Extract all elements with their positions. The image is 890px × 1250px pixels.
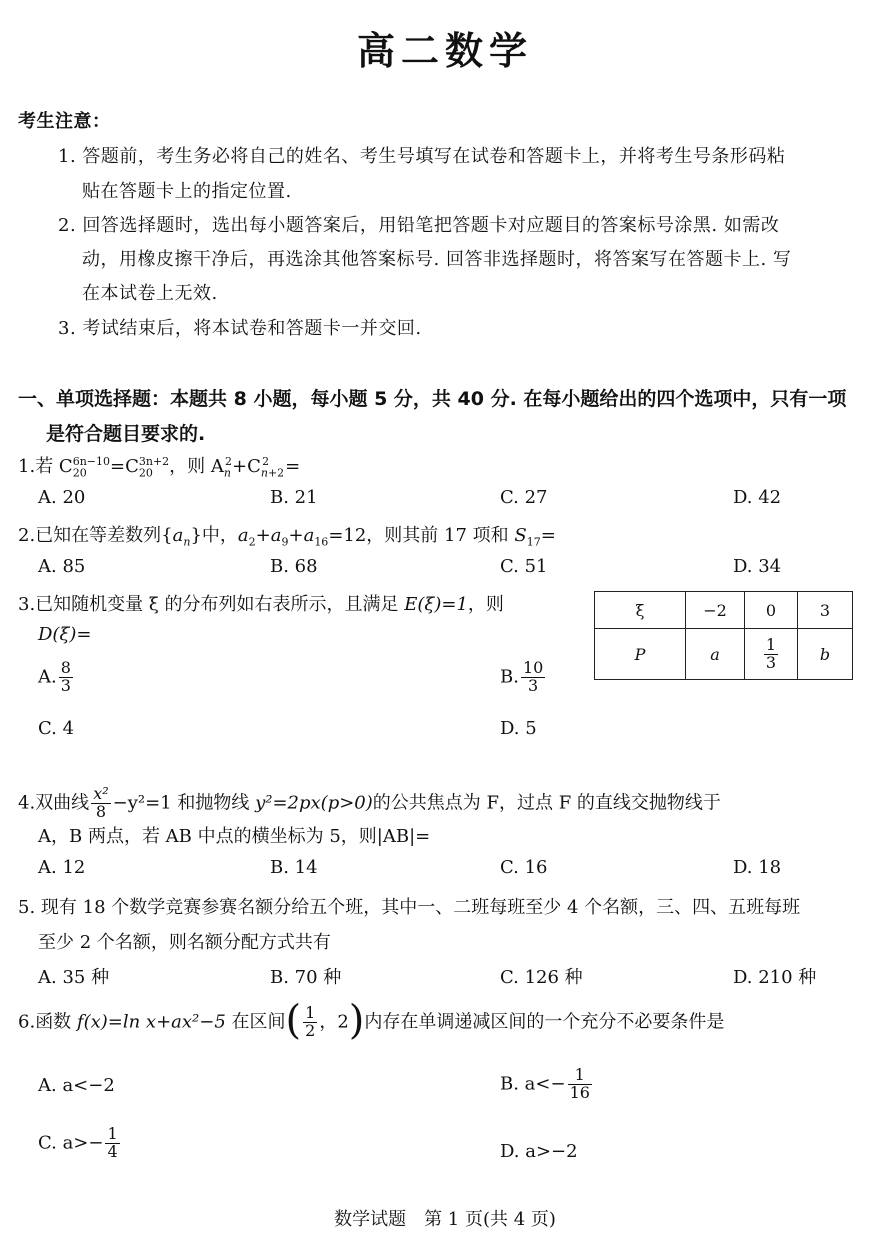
option-a: A. a<−2 <box>38 1075 115 1096</box>
option-c: C. 27 <box>500 487 548 508</box>
page-footer: 数学试题 第 1 页(共 4 页) <box>334 1209 556 1230</box>
option-c: C. 4 <box>38 718 75 739</box>
notice-line: 贴在答题卡上的指定位置. <box>82 181 292 202</box>
section-heading: 一、单项选择题：本题共 8 小题，每小题 5 分，共 40 分. 在每小题给出的四个选项中，只有一项 <box>18 388 847 410</box>
question-3-cont: D(ξ)= <box>38 624 92 645</box>
notice-line: 3. 考试结束后，将本试卷和答题卡一并交回. <box>58 318 422 339</box>
option-c: C. 126 种 <box>500 967 583 988</box>
option-d: D. 42 <box>733 487 782 508</box>
question-6: 6.函数 f(x)=ln x+ax²−5 在区间( $\frac{1}{2}$ ，2)内存在单调递减区间的一个充分不必要条件是 <box>18 997 725 1044</box>
question-5: 5. 现有 18 个数学竞赛参赛名额分给五个班，其中一、二班每班至少 4 个名额，三、四、五班每班 <box>18 897 801 918</box>
option-c: C. 16 <box>500 857 548 878</box>
table-cell: −2 <box>686 592 745 629</box>
option-c: C. a>− $\frac{1}{4}$ <box>38 1124 118 1161</box>
table-cell: a <box>686 629 745 680</box>
question-4-cont: A，B 两点，若 AB 中点的横坐标为 5，则|AB|= <box>38 826 431 847</box>
option-b: B. 14 <box>270 857 318 878</box>
option-c: C. 51 <box>500 556 548 577</box>
option-a: A. 20 <box>38 487 86 508</box>
option-b: B. a<− $\frac{1}{16}$ <box>500 1065 590 1102</box>
notice-line: 2. 回答选择题时，选出每小题答案后，用铅笔把答题卡对应题目的答案标号涂黑. 如需改 <box>58 215 780 236</box>
option-d: D. 34 <box>733 556 782 577</box>
option-b: B. $\frac{10}{3}$ <box>500 658 544 695</box>
table-row <box>595 629 853 680</box>
table-cell: b <box>798 629 853 680</box>
section-heading-cont: 是符合题目要求的. <box>46 423 206 445</box>
option-d: D. 210 种 <box>733 967 817 988</box>
question-1: 1.若 $C_{20}^{6n-10}=C_{20}^{3n+2}$，则 $A_n^2+C_{n+2}^2$ = <box>18 455 301 480</box>
distribution-table <box>594 591 853 680</box>
table-row <box>595 592 853 629</box>
question-3: 3.已知随机变量 ξ 的分布列如右表所示，且满足 E(ξ)=1，则 <box>18 594 504 615</box>
table-cell: $\frac{1}{3}$ <box>745 629 798 680</box>
table-cell: ξ <box>595 592 686 629</box>
option-a: A. 35 种 <box>38 967 110 988</box>
question-5-cont: 至少 2 个名额，则名额分配方式共有 <box>38 932 331 953</box>
option-a: A. 85 <box>38 556 86 577</box>
option-d: D. a>−2 <box>500 1141 578 1162</box>
page-title: 高二数学 <box>356 29 533 73</box>
table-cell: 3 <box>798 592 853 629</box>
notice-line: 1. 答题前，考生务必将自己的姓名、考生号填写在试卷和答题卡上，并将考生号条形码粘 <box>58 146 786 167</box>
notice-line: 动，用橡皮擦干净后，再选涂其他答案标号. 回答非选择题时，将答案写在答题卡上. 写 <box>82 249 792 270</box>
option-b: B. 70 种 <box>270 967 342 988</box>
table-cell: 0 <box>745 592 798 629</box>
table-cell: P <box>595 629 686 680</box>
option-a: A. $\frac{8}{3}$ <box>38 658 71 695</box>
option-b: B. 68 <box>270 556 318 577</box>
question-2: 2.已知在等差数列$\{a_n\}$中，$a_2+a_9+a_{16}=12$，则其前 17 项和 $S_{17}=$ <box>18 525 556 549</box>
option-d: D. 5 <box>500 718 537 739</box>
option-a: A. 12 <box>38 857 86 878</box>
notice-heading: 考生注意： <box>18 111 111 132</box>
option-b: B. 21 <box>270 487 318 508</box>
option-d: D. 18 <box>733 857 782 878</box>
question-4: 4.双曲线 $\frac{\text{x²}}{8}$ −y²=1 和抛物线 y²=2px(p>0)的公共焦点为 F，过点 F 的直线交抛物线于 <box>18 784 721 821</box>
notice-line: 在本试卷上无效. <box>82 283 218 304</box>
